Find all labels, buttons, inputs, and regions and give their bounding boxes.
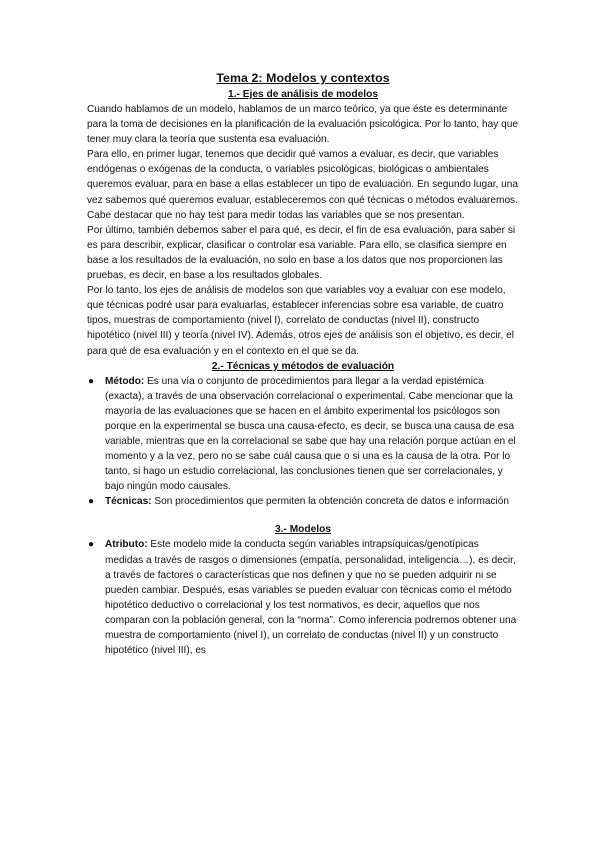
document-body — [87, 70, 519, 658]
section-heading-2: 2.- Técnicas y métodos de evaluación — [211, 360, 395, 372]
models-list — [87, 537, 519, 658]
paragraph-4: Por lo tanto, los ejes de análisis de modelos son que variables voy a evaluar con ese modelo, que técnicas podré usar para evaluarlas, establecer inferencias sobre esa variable, de cuatro tipos, muestras de comportamiento (nivel I), correlato de conductas (nivel II), constructo hipotético (nivel III) y teoría (nivel IV). Además, otros ejes de análisis son el objetivo, es decir, el para qué de esa evaluación y en el contexto en el que se da. — [87, 285, 514, 357]
term-label: Técnicas: — [105, 496, 152, 508]
paragraph-3: Por último, también debemos saber el para qué, es decir, el fin de esa evaluación, para saber si es para describir, explicar, clasificar o controlar esa variable. Para ello, se clasifica siempre en base a los resultados de la evaluación, no solo en base a los datos que nos proporcionen las pruebas, es decir, en base a los resultados globales. — [87, 224, 516, 282]
page-title: Tema 2: Modelos y contextos — [216, 71, 390, 85]
bullet-icon: ● — [88, 496, 95, 508]
paragraph-2: Para ello, en primer lugar, tenemos que decidir qué vamos a evaluar, es decir, que variables endógenas o exógenas de la conducta, o variables psicológicas, biológicas o ambientales queremos evaluar, para en base a ellas establecer un tipo de evaluación. En segundo lugar, una vez sabemos qué queremos evaluar, estableceremos con qué técnicas o métodos evaluaremos. Cabe destacar que no hay test para medir todas las variables que se nos presentan. — [87, 149, 518, 221]
paragraph-1: Cuando hablamos de un modelo, hablamos de un marco teórico, ya que éste es determinante para la toma de decisiones en la planificación de la evaluación psicológica. Por lo tanto, hay que tener muy clara la teoría que sustenta esa evaluación. — [87, 104, 518, 146]
term-description: Es una vía o conjunto de procedimientos para llegar a la verdad epistémica (exacta), a través de una observación correlacional o experimental. Cabe mencionar que la mayoría de las evaluaciones que se hacen en el ámbito experimental los psicólogos son porque en la experimental se busca una causa-efecto, es decir, se busca una causa de esa variable, mientras que en la correlacional se sabe que hay una relación porque actúan en el momento y a la vez, pero no se sabe cuál causa que o si una es la causa de la otra. Por lo tanto, si hago un estudio correlacional, las conclusiones tienen que ser correlacionales, y bajo ningún modo causales. — [105, 375, 516, 493]
bullet-icon: ● — [88, 539, 95, 551]
spacer — [87, 509, 519, 522]
list-item-atributo — [87, 537, 519, 658]
section-heading-1: 1.- Ejes de análisis de modelos — [227, 89, 379, 100]
term-description: Son procedimientos que permiten la obtención concreta de datos e información — [151, 496, 509, 508]
term-label: Atributo: — [105, 539, 148, 551]
methods-list — [87, 374, 519, 510]
section-heading-3: 3.- Modelos — [274, 524, 332, 536]
bullet-icon: ● — [88, 375, 95, 387]
term-description: Este modelo mide la conducta según variables intrapsíquicas/genotípicas medidas a través de rasgos o dimensiones (empatía, personalidad, inteligencia…), es decir, a través de factores o características que nos definen y que no se pueden adquirir ni se pueden cambiar. Después, esas variables se pueden evaluar con técnicas como el método hipotético deductivo o correlacional y los test normativos, es decir, aquellos que nos comparan con la población general, con la “norma”. Como inferencia podremos obtener una muestra de comportamiento (nivel I), un correlato de conductas (nivel II) y un constructo hipotético (nivel III), es — [105, 539, 517, 657]
list-item-tecnicas — [87, 494, 519, 509]
term-label: Método: — [105, 375, 145, 387]
list-item-metodo — [87, 374, 519, 495]
